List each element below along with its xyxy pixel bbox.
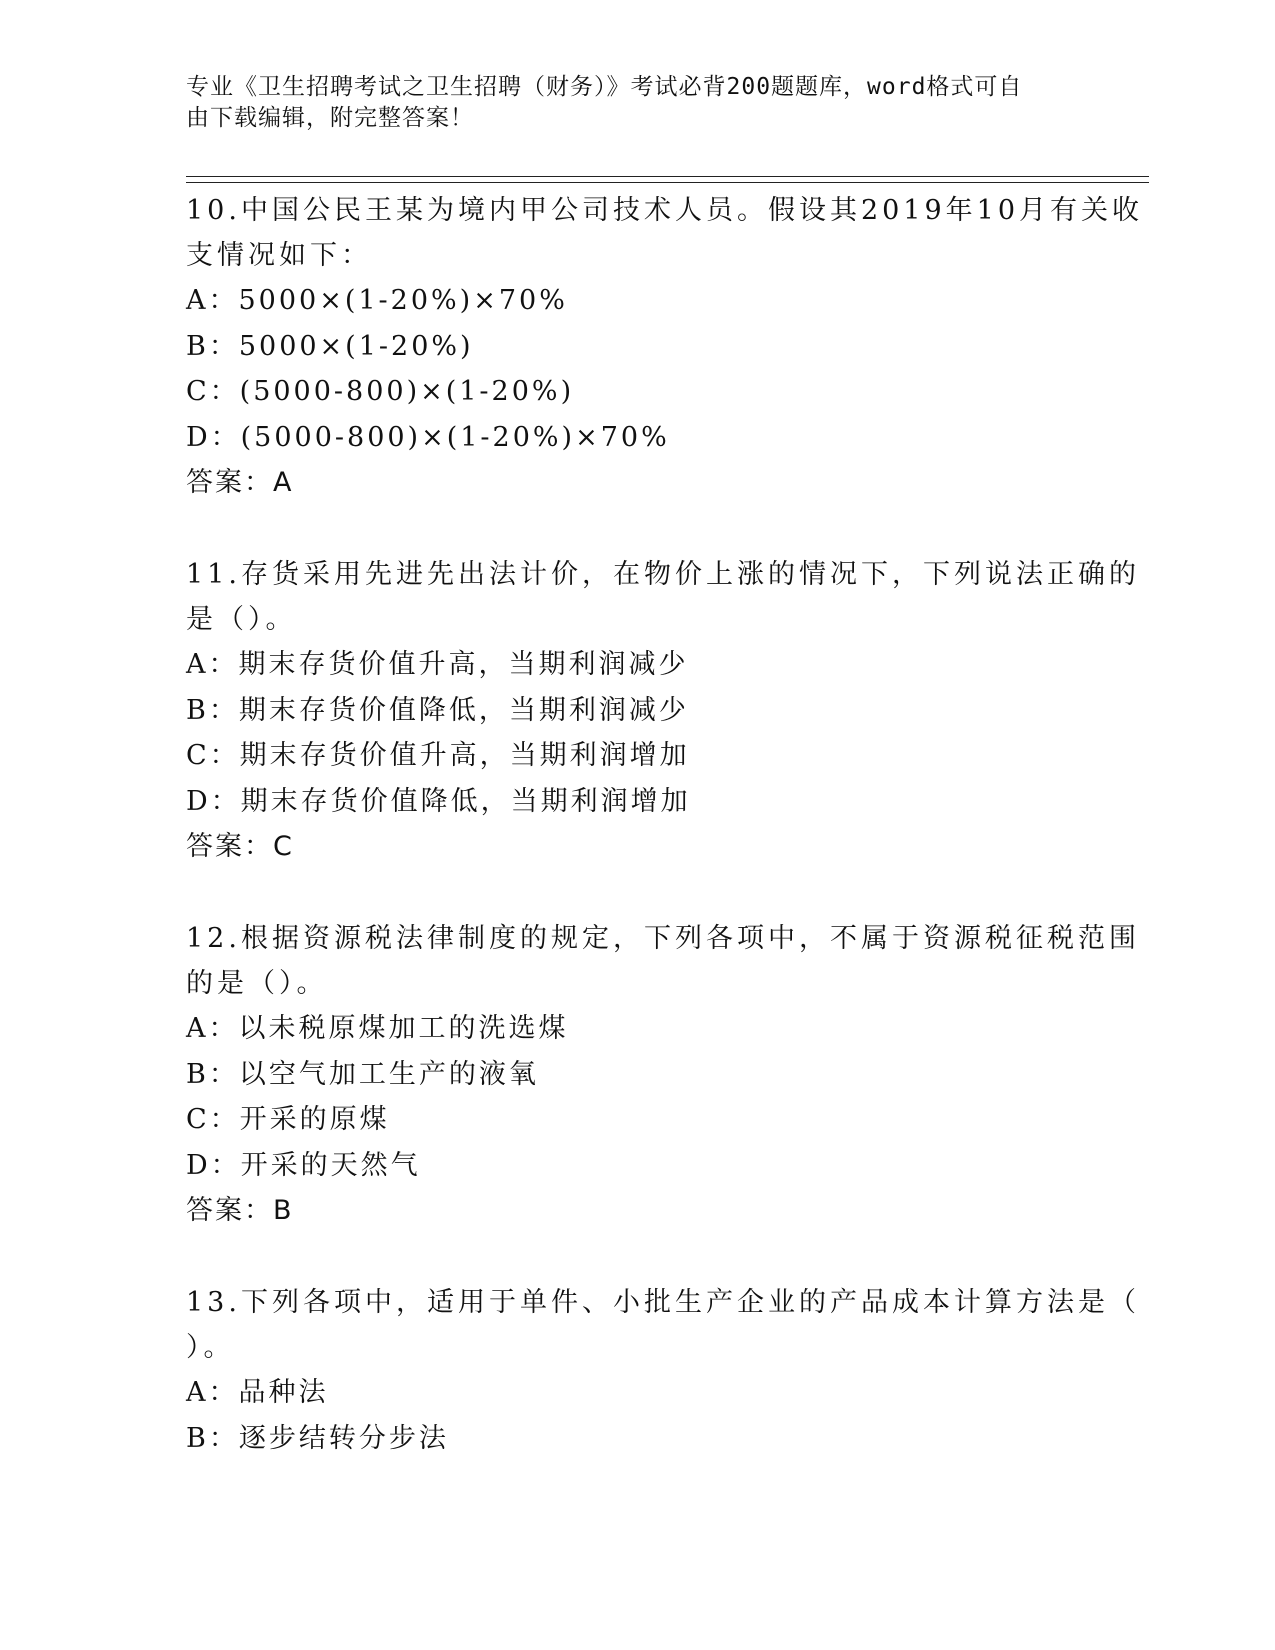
question-list (186, 188, 1144, 1508)
option-c: C：(5000-800)×(1-20%) (186, 376, 575, 407)
option-c: C：开采的原煤 (186, 1104, 390, 1135)
header-divider (186, 182, 1149, 183)
answer-text: 答案：C (186, 831, 294, 862)
option-b: B：以空气加工生产的液氧 (186, 1058, 539, 1090)
question-text: 11.存货采用先进先出法计价，在物价上涨的情况下，下列说法正确的 (186, 559, 1140, 590)
option-a: A：5000×(1-20%)×70% (186, 285, 568, 316)
question-item (186, 188, 1144, 505)
question-item (186, 1280, 1140, 1461)
question-item (186, 916, 1140, 1233)
option-c: C：期末存货价值升高，当期利润增加 (186, 740, 690, 771)
option-a: A：以未税原煤加工的洗选煤 (186, 1013, 569, 1044)
option-d: D：期末存货价值降低，当期利润增加 (186, 785, 691, 817)
question-text: 12.根据资源税法律制度的规定，下列各项中，不属于资源税征税范围 (186, 923, 1140, 954)
question-text: 13.下列各项中，适用于单件、小批生产企业的产品成本计算方法是（ (186, 1287, 1140, 1318)
question-text: 支情况如下： (186, 240, 372, 271)
question-text: 是（）。 (186, 604, 297, 635)
question-text: 10.中国公民王某为境内甲公司技术人员。假设其2019年10月有关收 (186, 195, 1144, 226)
option-a: A：品种法 (186, 1377, 329, 1408)
answer-text: 答案：A (186, 467, 294, 498)
document-header (186, 72, 1066, 134)
question-text: ）。 (186, 1332, 235, 1363)
option-b: B：逐步结转分步法 (186, 1422, 449, 1454)
header-line: 由下载编辑，附完整答案！ (186, 105, 474, 131)
option-d: D：(5000-800)×(1-20%)×70% (186, 421, 670, 453)
option-a: A：期末存货价值升高，当期利润减少 (186, 649, 689, 680)
question-text: 的是（）。 (186, 968, 328, 999)
option-d: D：开采的天然气 (186, 1149, 421, 1181)
option-b: B：期末存货价值降低，当期利润减少 (186, 694, 689, 726)
question-item (186, 552, 1140, 869)
answer-text: 答案：B (186, 1195, 294, 1226)
header-divider (186, 176, 1149, 177)
header-line: 专业《卫生招聘考试之卫生招聘（财务）》考试必背200题题库，word格式可自 (186, 74, 1023, 100)
option-b: B：5000×(1-20%) (186, 330, 474, 362)
